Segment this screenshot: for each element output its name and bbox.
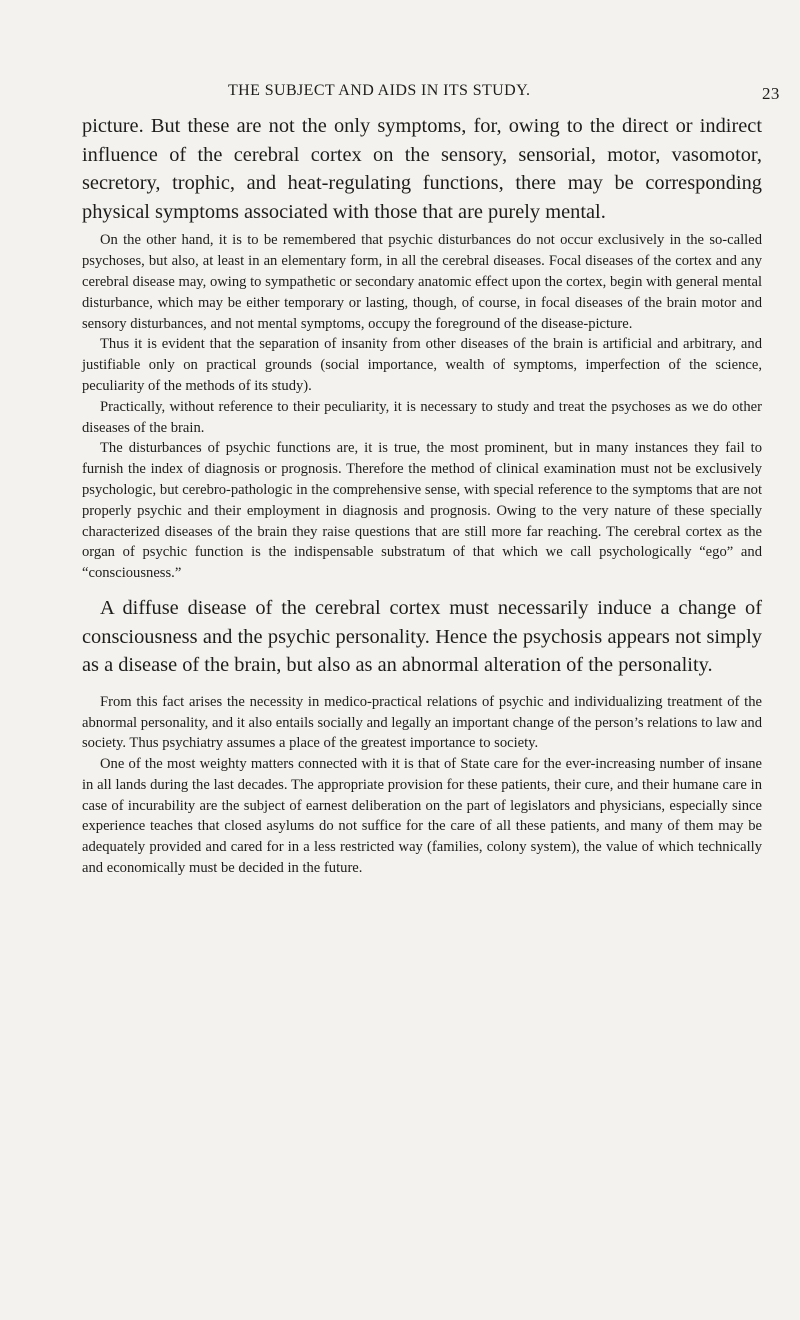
paragraph: Thus it is evident that the separation of insanity from other diseases of the brain is artificial and arbitrary, and justifiable only on practical grounds (social importance, wealth of symptoms, imperfection of the science, peculiarity of the methods of its study).: [82, 336, 762, 394]
paragraph: Practically, without reference to their peculiarity, it is necessary to study and treat the psychoses as we do other diseases of the brain.: [82, 398, 762, 436]
page-number: 23: [762, 84, 780, 103]
running-title: THE SUBJECT AND AIDS IN ITS STUDY.: [228, 82, 531, 99]
paragraph: One of the most weighty matters connected with it is that of State care for the ever-increasing number of insane in all lands during the last decades. The appropriate provision for these patients, their cure, and their humane care in case of incurability are the subject of earnest deliberation on the part of legislators and physicians, especially since experience teaches that closed asylums do not suffice for the care of all these patients, and many of them may be adequately provided and cared for in a less restricted way (families, colony system), the value of which technically and economically must be decided in the future.: [82, 756, 762, 877]
paragraph-large: A diffuse disease of the cerebral cortex must necessarily induce a change of consciousness and the psychic personality. Hence the psychosis appears not simply as a disease of the brain, but also as an abnormal alteration of the personality.: [82, 596, 762, 677]
paragraph-continued: picture. But these are not the only symptoms, for, owing to the direct or indirect influence of the cerebral cortex on the sensory, sensorial, motor, vasomotor, secretory, trophic, and heat-regulating functions, there may be corresponding physical symptoms associated with those that are purely mental.: [82, 115, 762, 223]
paragraph: The disturbances of psychic functions are, it is true, the most prominent, but in many instances they fail to furnish the index of diagnosis or prognosis. Therefore the method of clinical examination must not be exclusively psychologic, but cerebro-pathologic in the comprehensive sense, with special reference to the symptoms that are not properly psychic and their employment in diagnosis and prognosis. Owing to the very nature of these specially characterized diseases of the brain they raise questions that are still more far reaching. The cerebral cortex as the organ of psychic function is the indispensable substratum of that which we call psychologically “ego” and “consciousness.”: [82, 440, 762, 582]
paragraph: From this fact arises the necessity in medico-practical relations of psychic and individualizing treatment of the abnormal personality, and it also entails socially and legally an important change of the person’s relations to law and society. Thus psychiatry assumes a place of the greatest importance to society.: [82, 693, 762, 752]
paragraph: On the other hand, it is to be remembered that psychic disturbances do not occur exclusively in the so-called psychoses, but also, at least in an elementary form, in all the cerebral diseases. Focal diseases of the cortex and any cerebral disease may, owing to sympathetic or secondary anatomic effect upon the cortex, begin with general mental disturbance, which may be either temporary or lasting, though, of course, in focal diseases of the brain motor and sensory disturbances, and not mental symptoms, occupy the foreground of the disease-picture.: [82, 232, 762, 332]
body-text: [82, 112, 762, 879]
